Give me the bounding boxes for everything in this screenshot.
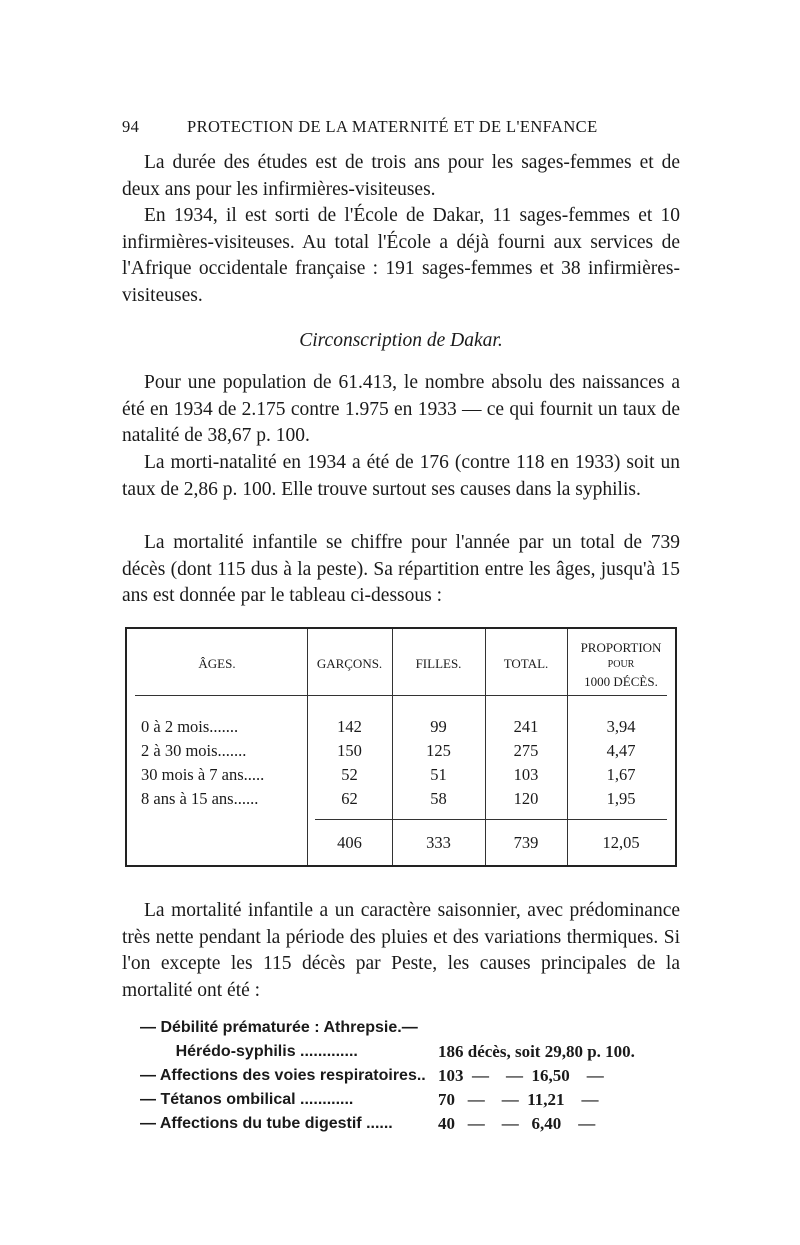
header-proportion-line2: POUR [607, 658, 635, 670]
paragraph-2 [122, 203, 680, 309]
paragraph-1 [122, 150, 680, 203]
paragraph-text: Pour une population de 61.413, le nombre absolu des naissances a été en 1934 de 2.175 contre 1.975 en 1933 — ce qui fournit un taux de natalité de 38,67 p. 100. [122, 372, 680, 446]
row-total: 103 [513, 765, 539, 784]
header-garcons: GARÇONS. [316, 656, 383, 671]
cause-label: — Affections du tube digestif ...... [140, 1115, 393, 1132]
row-age: 30 mois à 7 ans..... [141, 765, 265, 784]
row-proportion: 1,67 [606, 765, 636, 784]
row-proportion: 3,94 [606, 717, 636, 736]
row-proportion: 4,47 [606, 741, 636, 760]
row-age: 0 à 2 mois....... [141, 717, 239, 736]
row-filles: 51 [430, 765, 447, 784]
header-proportion [567, 629, 675, 699]
paragraph-text: La mortalité infantile se chiffre pour l'année par un total de 739 décès (dont 115 dus à la peste). Sa répartition entre les âges, jusqu'à 15 ans est donnée par le tableau ci-dessous : [122, 532, 680, 606]
paragraph-text: La durée des études est de trois ans pour les sages-femmes et de deux ans pour les infirmières-visiteuses. [122, 152, 680, 200]
totals-rule [315, 819, 667, 820]
paragraph-text: En 1934, il est sorti de l'École de Dakar, 11 sages-femmes et 10 infirmières-visiteuses. Au total l'École a déjà fourni aux services de l'Afrique occidentale française : 191 sages-femmes et 38 infirmières-visiteuses. [122, 205, 680, 306]
row-total: 120 [513, 789, 539, 808]
cause-label: — Débilité prématurée : Athrepsie.— [140, 1019, 418, 1036]
header-total: TOTAL. [503, 656, 549, 671]
paragraph-text: La mortalité infantile a un caractère saisonnier, avec prédominance très nette pendant la période des pluies et des variations thermiques. Si l'on excepte les 115 décès par Peste, les causes principales de la mortalité ont été : [122, 900, 680, 1001]
row-total: 275 [513, 741, 539, 760]
row-age: 8 ans à 15 ans...... [141, 789, 259, 808]
header-proportion-line1: PROPORTION [580, 639, 662, 655]
cause-value: 40 — — 6,40 — [438, 1114, 596, 1133]
row-filles: 125 [426, 741, 451, 760]
running-title: PROTECTION DE LA MATERNITÉ ET DE L'ENFANCE [187, 117, 598, 136]
cause-label: — Affections des voies respiratoires.. [140, 1067, 426, 1084]
cause-value: 103 — — 16,50 — [438, 1066, 604, 1085]
cause-label: — Tétanos ombilical ............ [140, 1091, 354, 1108]
row-garcons: 52 [341, 765, 358, 784]
paragraph-5 [122, 530, 680, 610]
row-filles: 58 [430, 789, 447, 808]
cause-value: 186 décès, soit 29,80 p. 100. [438, 1042, 635, 1061]
total-garcons: 406 [337, 833, 362, 852]
running-header [122, 117, 682, 143]
total-proportion: 12,05 [602, 833, 640, 852]
row-garcons: 142 [337, 717, 362, 736]
row-filles: 99 [430, 717, 447, 736]
paragraph-3 [122, 370, 680, 450]
row-proportion: 1,95 [606, 789, 636, 808]
paragraph-text: La morti-natalité en 1934 a été de 176 (contre 118 en 1933) soit un taux de 2,86 p. 100. Elle trouve surtout ses causes dans la syphilis. [122, 452, 680, 500]
section-title: Circonscription de Dakar. [299, 330, 503, 351]
header-ages: ÂGES. [198, 656, 236, 671]
total-filles: 333 [426, 833, 451, 852]
page-number: 94 [122, 117, 140, 136]
row-total: 241 [513, 717, 539, 736]
header-proportion-line3: 1000 DÉCÈS. [584, 673, 658, 689]
paragraph-4 [122, 450, 680, 503]
cause-value: 70 — — 11,21 — [438, 1090, 599, 1109]
row-age: 2 à 30 mois....... [141, 741, 247, 760]
row-garcons: 150 [337, 741, 362, 760]
paragraph-6 [122, 898, 680, 1004]
mortality-table [125, 627, 677, 867]
cause-label: Hérédo-syphilis ............. [140, 1043, 358, 1060]
row-garcons: 62 [341, 789, 358, 808]
header-rule [135, 695, 667, 696]
total-total: 739 [513, 833, 539, 852]
header-filles: FILLES. [415, 656, 462, 671]
